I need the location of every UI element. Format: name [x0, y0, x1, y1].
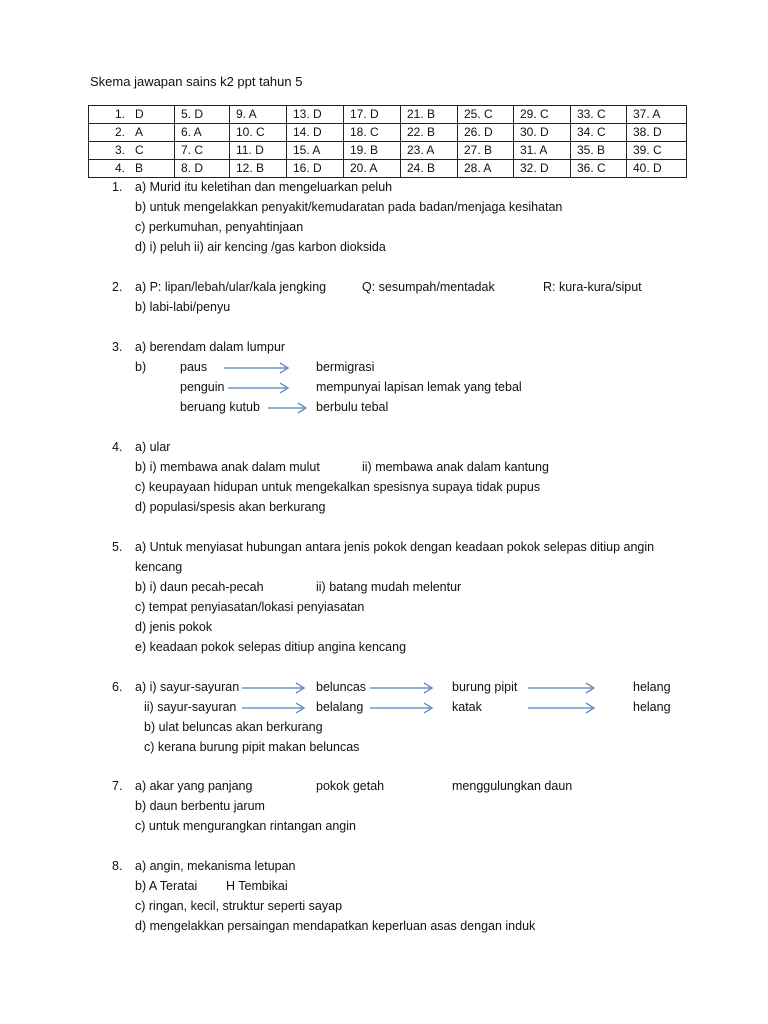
table-cell: 39. C [627, 142, 687, 160]
answer-line: a) P: lipan/lebah/ular/kala jengking [135, 280, 327, 294]
answer-line: b) labi-labi/penyu [135, 300, 231, 314]
table-cell: 14. D [287, 124, 344, 142]
answer-line: c) perkumuhan, penyahtinjaan [135, 220, 304, 234]
right-arrow-icon [368, 681, 438, 695]
table-cell: 1. D [89, 106, 175, 124]
question-number: 7. [112, 779, 123, 793]
table-cell: 5. D [175, 106, 230, 124]
question-number: 5. [112, 540, 123, 554]
table-cell: 26. D [458, 124, 514, 142]
table-cell: 11. D [230, 142, 287, 160]
right-arrow-icon [368, 701, 438, 715]
food-chain-item: beluncas [316, 680, 367, 694]
answer-line: b) i) membawa anak dalam mulut [135, 460, 320, 474]
question-number: 3. [112, 340, 123, 354]
table-cell: 3. C [89, 142, 175, 160]
table-cell: 28. A [458, 160, 514, 178]
right-arrow-icon [240, 701, 310, 715]
answer-line: a) berendam dalam lumpur [135, 340, 286, 354]
table-cell: 18. C [344, 124, 401, 142]
table-cell: 10. C [230, 124, 287, 142]
answer-line: b) ulat beluncas akan berkurang [144, 720, 323, 734]
answer-line: c) keupayaan hidupan untuk mengekalkan spesisnya supaya tidak pupus [135, 480, 541, 494]
food-chain-item: katak [452, 700, 482, 714]
answer-line: a) akar yang panjang [135, 779, 253, 793]
answer-line: d) jenis pokok [135, 620, 213, 634]
question-number: 8. [112, 859, 123, 873]
answer-line: d) populasi/spesis akan berkurang [135, 500, 326, 514]
answer-line: a) ular [135, 440, 171, 454]
answer-line: c) tempat penyiasatan/lokasi penyiasatan [135, 600, 365, 614]
table-cell: 33. C [571, 106, 627, 124]
table-cell: 30. D [514, 124, 571, 142]
answer-line: d) mengelakkan persaingan mendapatkan keperluan asas dengan induk [135, 919, 536, 933]
table-cell: 38. D [627, 124, 687, 142]
table-cell: 16. D [287, 160, 344, 178]
trait-label: mempunyai lapisan lemak yang tebal [316, 380, 522, 394]
table-cell: 4. B [89, 160, 175, 178]
animal-label: paus [180, 360, 208, 374]
table-cell: 9. A [230, 106, 287, 124]
table-cell: 23. A [401, 142, 458, 160]
table-cell: 22. B [401, 124, 458, 142]
answer-line: ii) membawa anak dalam kantung [362, 460, 549, 474]
answer-line: R: kura-kura/siput [543, 280, 642, 294]
table-cell: 8. D [175, 160, 230, 178]
table-cell: 7. C [175, 142, 230, 160]
table-cell: 40. D [627, 160, 687, 178]
table-cell: 13. D [287, 106, 344, 124]
question-number: 1. [112, 180, 123, 194]
right-arrow-icon [226, 381, 294, 395]
answer-line: a) Murid itu keletihan dan mengeluarkan peluh [135, 180, 393, 194]
table-cell: 37. A [627, 106, 687, 124]
answer-line: menggulungkan daun [452, 779, 573, 793]
answer-line: d) i) peluh ii) air kencing /gas karbon dioksida [135, 240, 386, 254]
table-cell: 19. B [344, 142, 401, 160]
table-cell: 25. C [458, 106, 514, 124]
table-cell: 27. B [458, 142, 514, 160]
mcq-table-body [89, 106, 687, 178]
right-arrow-icon [266, 401, 312, 415]
answer-line: b) i) daun pecah-pecah [135, 580, 264, 594]
trait-label: bermigrasi [316, 360, 375, 374]
answer-line: b) untuk mengelakkan penyakit/kemudaratan pada badan/menjaga kesihatan [135, 200, 563, 214]
food-chain-item: burung pipit [452, 680, 518, 694]
answer-line: b) A Teratai [135, 879, 198, 893]
table-cell: 24. B [401, 160, 458, 178]
food-chain-item: ii) sayur-sayuran [144, 700, 237, 714]
answer-line: ii) batang mudah melentur [316, 580, 462, 594]
food-chain-item: helang [633, 700, 671, 714]
answer-line: kencang [135, 560, 183, 574]
mcq-answer-table [88, 105, 687, 178]
food-chain-item: belalang [316, 700, 364, 714]
table-cell: 17. D [344, 106, 401, 124]
question-number: 6. [112, 680, 123, 694]
answer-line: b) daun berbentu jarum [135, 799, 265, 813]
trait-label: berbulu tebal [316, 400, 389, 414]
table-cell: 2. A [89, 124, 175, 142]
table-cell: 6. A [175, 124, 230, 142]
right-arrow-icon [526, 681, 600, 695]
answer-line: a) angin, mekanisma letupan [135, 859, 296, 873]
table-cell: 36. C [571, 160, 627, 178]
table-cell: 31. A [514, 142, 571, 160]
table-row [89, 106, 687, 124]
answer-line: c) ringan, kecil, struktur seperti sayap [135, 899, 343, 913]
animal-label: penguin [180, 380, 225, 394]
answer-line: H Tembikai [226, 879, 288, 893]
right-arrow-icon [222, 361, 294, 375]
question-number: 2. [112, 280, 123, 294]
table-cell: 15. A [287, 142, 344, 160]
table-cell: 12. B [230, 160, 287, 178]
answer-line: pokok getah [316, 779, 385, 793]
right-arrow-icon [240, 681, 310, 695]
table-cell: 20. A [344, 160, 401, 178]
food-chain-item: a) i) sayur-sayuran [135, 680, 240, 694]
table-row [89, 142, 687, 160]
question-number: 4. [112, 440, 123, 454]
table-row [89, 160, 687, 178]
answer-line: Q: sesumpah/mentadak [362, 280, 495, 294]
table-cell: 29. C [514, 106, 571, 124]
table-row [89, 124, 687, 142]
answer-line: a) Untuk menyiasat hubungan antara jenis pokok dengan keadaan pokok selepas ditiup angin [135, 540, 655, 554]
table-cell: 21. B [401, 106, 458, 124]
table-cell: 32. D [514, 160, 571, 178]
table-cell: 35. B [571, 142, 627, 160]
right-arrow-icon [526, 701, 600, 715]
table-cell: 34. C [571, 124, 627, 142]
page-title: Skema jawapan sains k2 ppt tahun 5 [90, 74, 303, 89]
animal-label: beruang kutub [180, 400, 260, 414]
answer-label: b) [135, 360, 147, 374]
answer-line: c) untuk mengurangkan rintangan angin [135, 819, 356, 833]
answer-line: e) keadaan pokok selepas ditiup angina kencang [135, 640, 407, 654]
food-chain-item: helang [633, 680, 671, 694]
answer-line: c) kerana burung pipit makan beluncas [144, 740, 360, 754]
